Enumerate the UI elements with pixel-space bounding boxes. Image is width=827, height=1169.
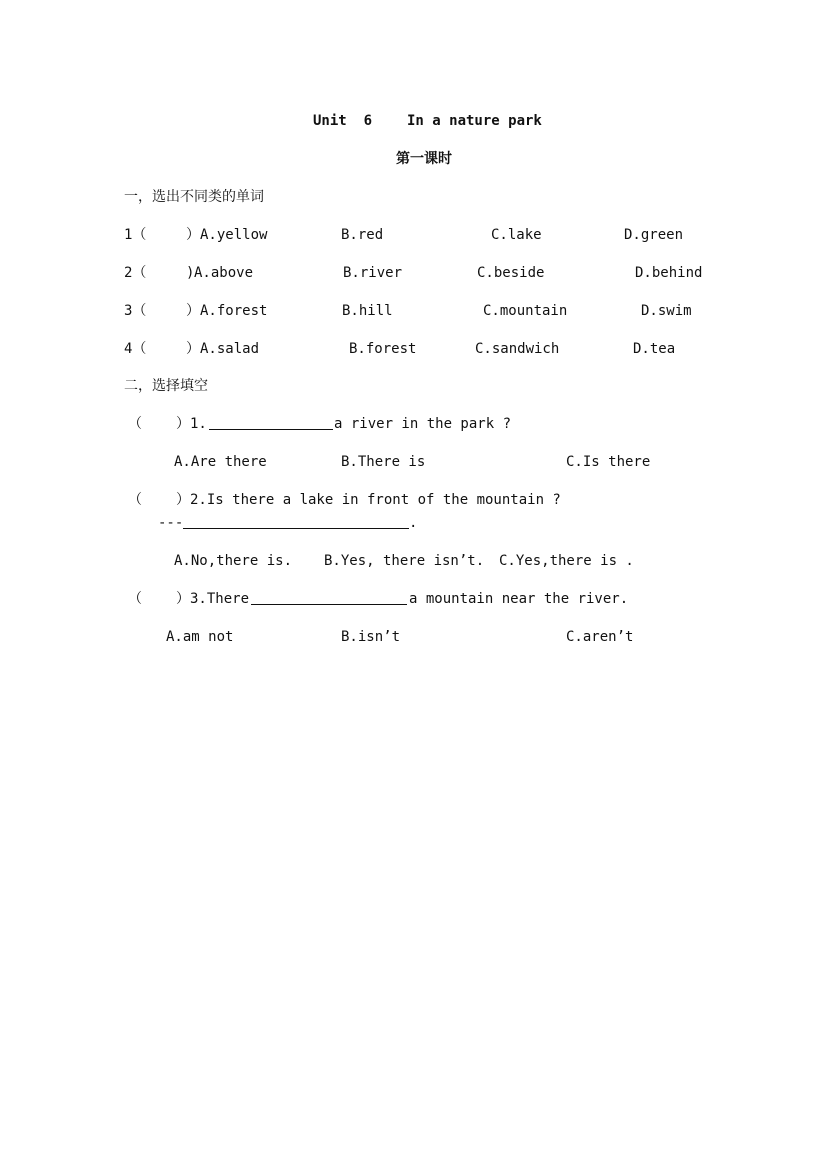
option-a: A.No,there is. [174, 553, 293, 569]
question-number: ）1. [176, 416, 207, 432]
question-text-end: a mountain near the river. [409, 591, 629, 607]
option-c: C.Yes,there is . [499, 553, 634, 569]
option-b: B.There is [341, 454, 426, 470]
question-text: a river in the park ? [334, 416, 512, 432]
option-a: A.Are there [174, 454, 267, 470]
option-a: A.above [194, 265, 254, 281]
question-bracket-open: （ [128, 416, 142, 432]
option-c: C.lake [491, 227, 542, 243]
option-b: B.isn’t [341, 629, 401, 645]
option-a: A.yellow [200, 227, 268, 243]
question-bracket-open: （ [128, 591, 142, 607]
option-b: B.hill [342, 303, 393, 319]
option-d: D.swim [641, 303, 692, 319]
option-c: C.beside [477, 265, 545, 281]
option-a: A.salad [200, 341, 260, 357]
option-c: C.mountain [483, 303, 568, 319]
option-d: D.tea [633, 341, 676, 357]
question-number: 1（ [124, 227, 147, 243]
option-b: B.Yes, there isn’t. [324, 553, 485, 569]
lesson-title: 第一课时 [396, 151, 452, 167]
option-c: C.aren’t [566, 629, 634, 645]
unit-label: Unit 6 [313, 113, 373, 129]
answer-blank[interactable] [209, 415, 333, 430]
answer-blank[interactable] [251, 590, 407, 605]
option-a: A.am not [166, 629, 234, 645]
section1-heading: 一，选出不同类的单词 [124, 189, 264, 205]
option-a: A.forest [200, 303, 268, 319]
option-b: B.river [343, 265, 403, 281]
question-bracket-close: ） [186, 227, 200, 243]
answer-dash: --- [158, 515, 184, 531]
question-text-start: ）3.There [176, 591, 250, 607]
option-b: B.red [341, 227, 384, 243]
section2-heading: 二，选择填空 [124, 378, 208, 394]
question-bracket-close: ） [186, 303, 200, 319]
question-number: 3（ [124, 303, 147, 319]
unit-topic: In a nature park [407, 113, 542, 129]
option-c: C.Is there [566, 454, 651, 470]
question-bracket-close: ) [186, 265, 195, 281]
option-b: B.forest [349, 341, 417, 357]
question-bracket-open: （ [128, 492, 142, 508]
question-bracket-close: ） [186, 341, 200, 357]
question-text: ）2.Is there a lake in front of the mountain ? [176, 492, 561, 508]
option-d: D.behind [635, 265, 703, 281]
answer-blank[interactable] [183, 514, 409, 529]
question-number: 4（ [124, 341, 147, 357]
question-number: 2（ [124, 265, 147, 281]
option-d: D.green [624, 227, 684, 243]
option-c: C.sandwich [475, 341, 560, 357]
answer-period: . [409, 515, 418, 531]
